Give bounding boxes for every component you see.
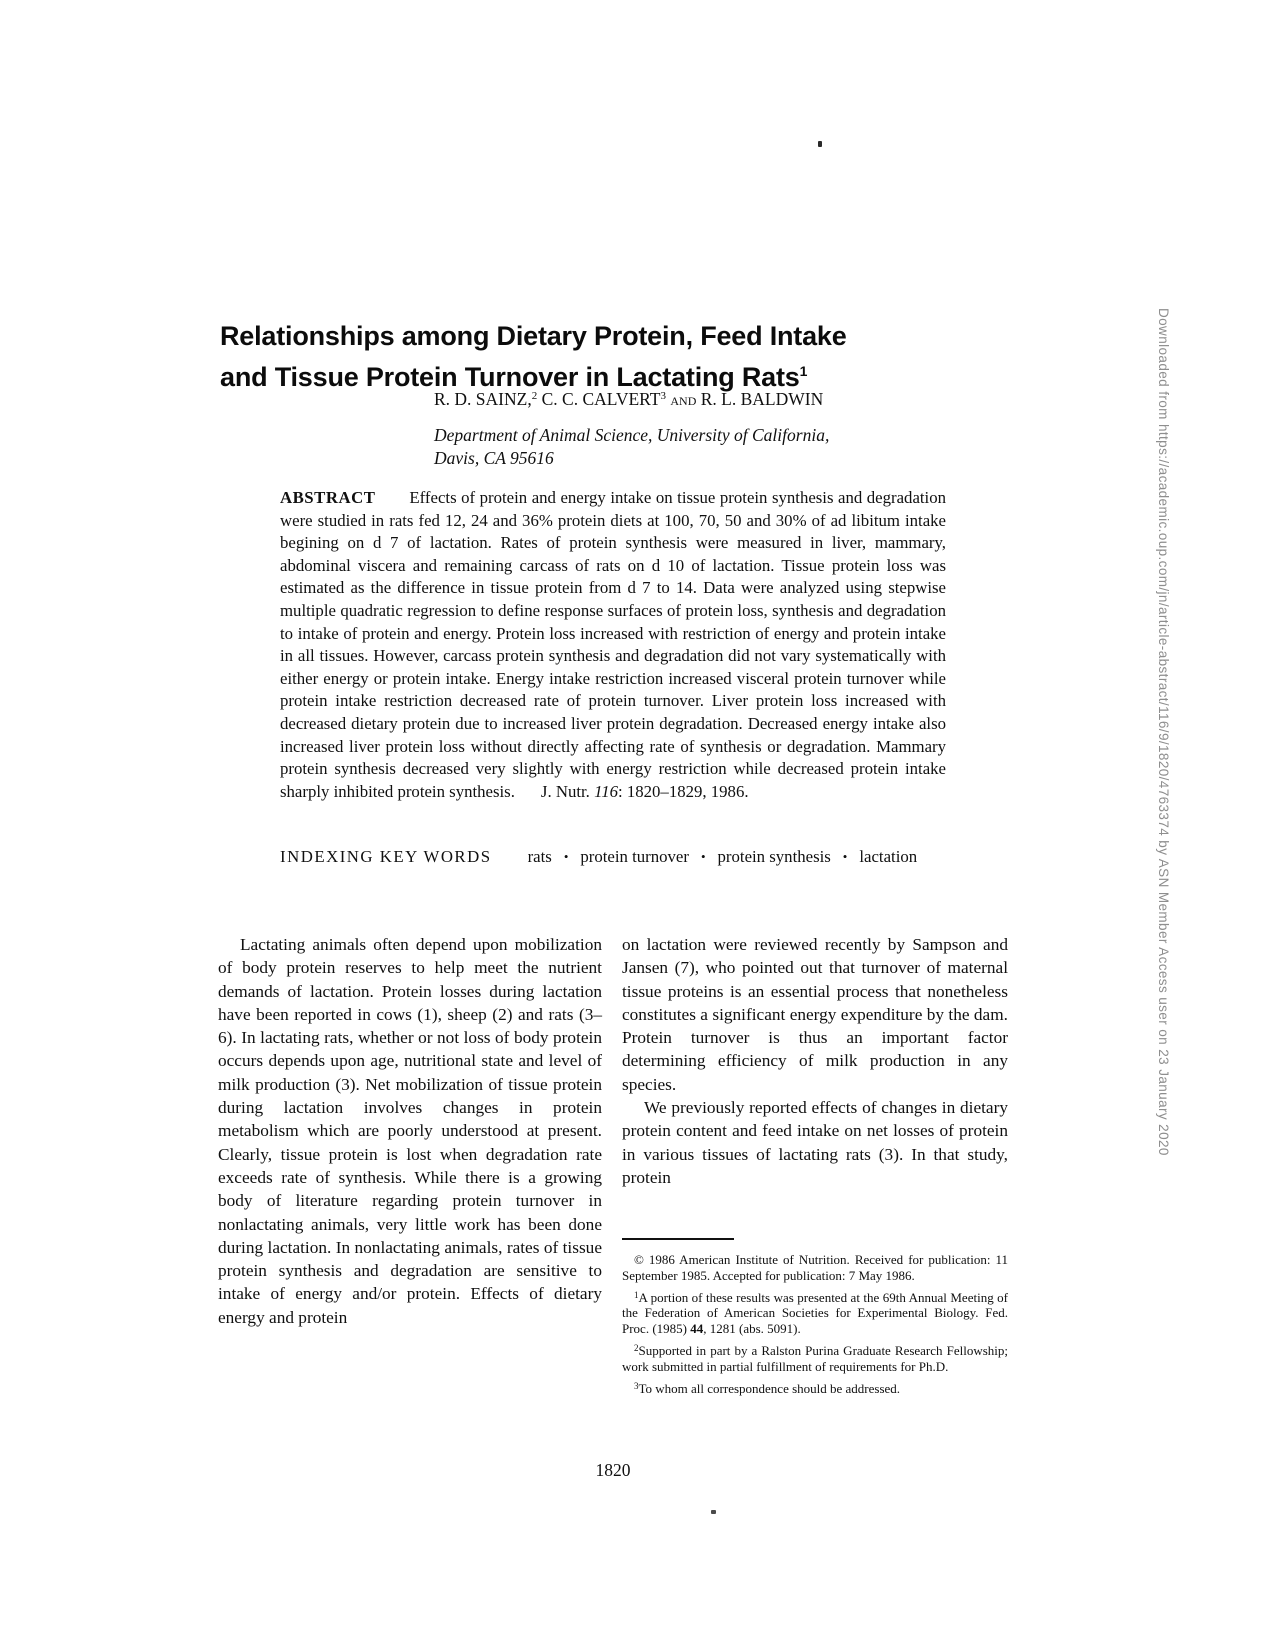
footnote-3 bbox=[622, 1379, 1008, 1397]
bullet-separator: • bbox=[700, 849, 706, 864]
citation-pages: : 1820–1829, 1986. bbox=[618, 781, 749, 801]
ink-speck bbox=[711, 1510, 716, 1514]
footnote-divider bbox=[622, 1238, 734, 1240]
body-column-left bbox=[218, 933, 602, 1329]
author-1: R. D. SAINZ, bbox=[434, 389, 532, 409]
footnote-2-marker: 2 bbox=[634, 1342, 639, 1353]
citation-journal: J. Nutr. bbox=[540, 781, 595, 801]
footnote-2 bbox=[622, 1341, 1008, 1375]
affiliation-line2: Davis, CA 95616 bbox=[434, 448, 554, 468]
footnote-1 bbox=[622, 1288, 1008, 1337]
abstract-body: Effects of protein and energy intake on tissue protein synthesis and degradation were studied in rats fed 12, 24 and 36% protein diets at 100, 70, 50 and 30% of ad libitum intake begining on d 7 of lactation. Rates of protein synthesis were measured in liver, mammary, abdominal viscera and remaining carcass of rats on d 10 of lactation. Tissue protein loss was estimated as the difference in tissue protein from d 7 to 14. Data were analyzed using stepwise multiple quadratic regression to define response surfaces of protein loss, synthesis and degradation to intake of protein and energy. Protein loss increased with restriction of energy and protein intake in all tissues. However, carcass protein synthesis and degradation did not vary systematically with either energy or protein intake. Energy intake restriction increased visceral protein turnover while protein intake restriction decreased rate of protein turnover. Liver protein loss increased with decreased dietary protein due to increased liver protein degradation. Decreased energy intake also increased liver protein loss without directly affecting rate of synthesis or degradation. Mammary protein synthesis decreased very slightly with energy restriction while decreased protein intake sharply inhibited protein synthesis. bbox=[280, 488, 946, 801]
footnote-1-text-a: A portion of these results was presented at the 69th Annual Meeting of the Federation of American Societies for Experimental Biology. Fed. Proc. (1985) bbox=[622, 1289, 1008, 1337]
body-paragraph-continued: on lactation were reviewed recently by Sampson and Jansen (7), who pointed out that turnover of maternal tissue proteins is an essential process that nonetheless constitutes a significant energy expenditure by the dam. Protein turnover is thus an important factor determining efficiency of milk production in any species. bbox=[622, 935, 1008, 1094]
keyword-rats: rats bbox=[527, 847, 552, 866]
affiliation bbox=[434, 424, 829, 470]
author-line bbox=[434, 389, 823, 410]
title-footnote-marker: 1 bbox=[799, 363, 808, 380]
article-title bbox=[220, 319, 940, 395]
abstract-citation bbox=[515, 782, 749, 801]
body-column-right bbox=[622, 933, 1008, 1189]
author-2-footnote-marker: 3 bbox=[660, 390, 666, 402]
bullet-separator: • bbox=[842, 849, 848, 864]
footnote-copyright: © 1986 American Institute of Nutrition. Received for publication: 11 September 1985. Accepted for publication: 7 May 1986. bbox=[622, 1252, 1008, 1283]
author-conjunction: and bbox=[665, 389, 701, 409]
download-watermark: Downloaded from https://academic.oup.com/jn/article-abstract/116/9/1820/4763374 by ASN Member Access user on 23 January 2020 bbox=[1156, 308, 1171, 1156]
keyword-protein-synthesis: protein synthesis bbox=[717, 847, 831, 866]
author-2: C. C. CALVERT bbox=[537, 389, 661, 409]
author-3: R. L. BALDWIN bbox=[700, 389, 824, 409]
keywords-label: INDEXING KEY WORDS bbox=[280, 847, 492, 866]
keyword-protein-turnover: protein turnover bbox=[580, 847, 689, 866]
footnotes bbox=[622, 1238, 1008, 1400]
article-title-line1: Relationships among Dietary Protein, Feed Intake bbox=[220, 321, 847, 352]
footnote-2-text: Supported in part by a Ralston Purina Graduate Research Fellowship; work submitted in partial fulfillment of requirements for Ph.D. bbox=[622, 1342, 1008, 1374]
body-paragraph-intro: Lactating animals often depend upon mobilization of body protein reserves to help meet the nutrient demands of lactation. Protein losses during lactation have been reported in cows (1), sheep (2) and rats (3–6). In lactating rats, whether or not loss of body protein occurs depends upon age, nutritional state and level of milk production (3). Net mobilization of tissue protein during lactation involves changes in protein metabolism which are poorly understood at present. Clearly, tissue protein is lost when degradation rate exceeds rate of synthesis. While there is a growing body of literature regarding protein turnover in nonlactating animals, very little work has been done during lactation. In nonlactating animals, rates of tissue protein synthesis and degradation are sensitive to intake of energy and/or protein. Effects of dietary energy and protein bbox=[218, 935, 602, 1327]
keyword-lactation: lactation bbox=[859, 847, 918, 866]
ink-speck bbox=[818, 141, 822, 147]
footnote-3-marker: 3 bbox=[634, 1380, 639, 1391]
footnote-1-text-b: , 1281 (abs. 5091). bbox=[703, 1321, 801, 1337]
article-title-line2: and Tissue Protein Turnover in Lactating Rats bbox=[220, 362, 800, 393]
body-paragraph-previous-work: We previously reported effects of changes in dietary protein content and feed intake on net losses of protein in various tissues of lactating rats (3). In that study, protein bbox=[622, 1098, 1008, 1187]
indexing-keywords bbox=[280, 845, 946, 868]
citation-volume: 116 bbox=[594, 781, 619, 801]
page-number: 1820 bbox=[595, 1460, 631, 1480]
bullet-separator: • bbox=[563, 849, 569, 864]
footnote-1-volume: 44 bbox=[690, 1321, 704, 1337]
footnote-3-text: To whom all correspondence should be addressed. bbox=[638, 1380, 901, 1396]
author-1-footnote-marker: 2 bbox=[531, 390, 538, 402]
abstract bbox=[280, 487, 946, 803]
footnote-1-marker: 1 bbox=[634, 1289, 639, 1300]
affiliation-line1: Department of Animal Science, University of California, bbox=[434, 425, 830, 445]
abstract-label: ABSTRACT bbox=[280, 488, 376, 507]
